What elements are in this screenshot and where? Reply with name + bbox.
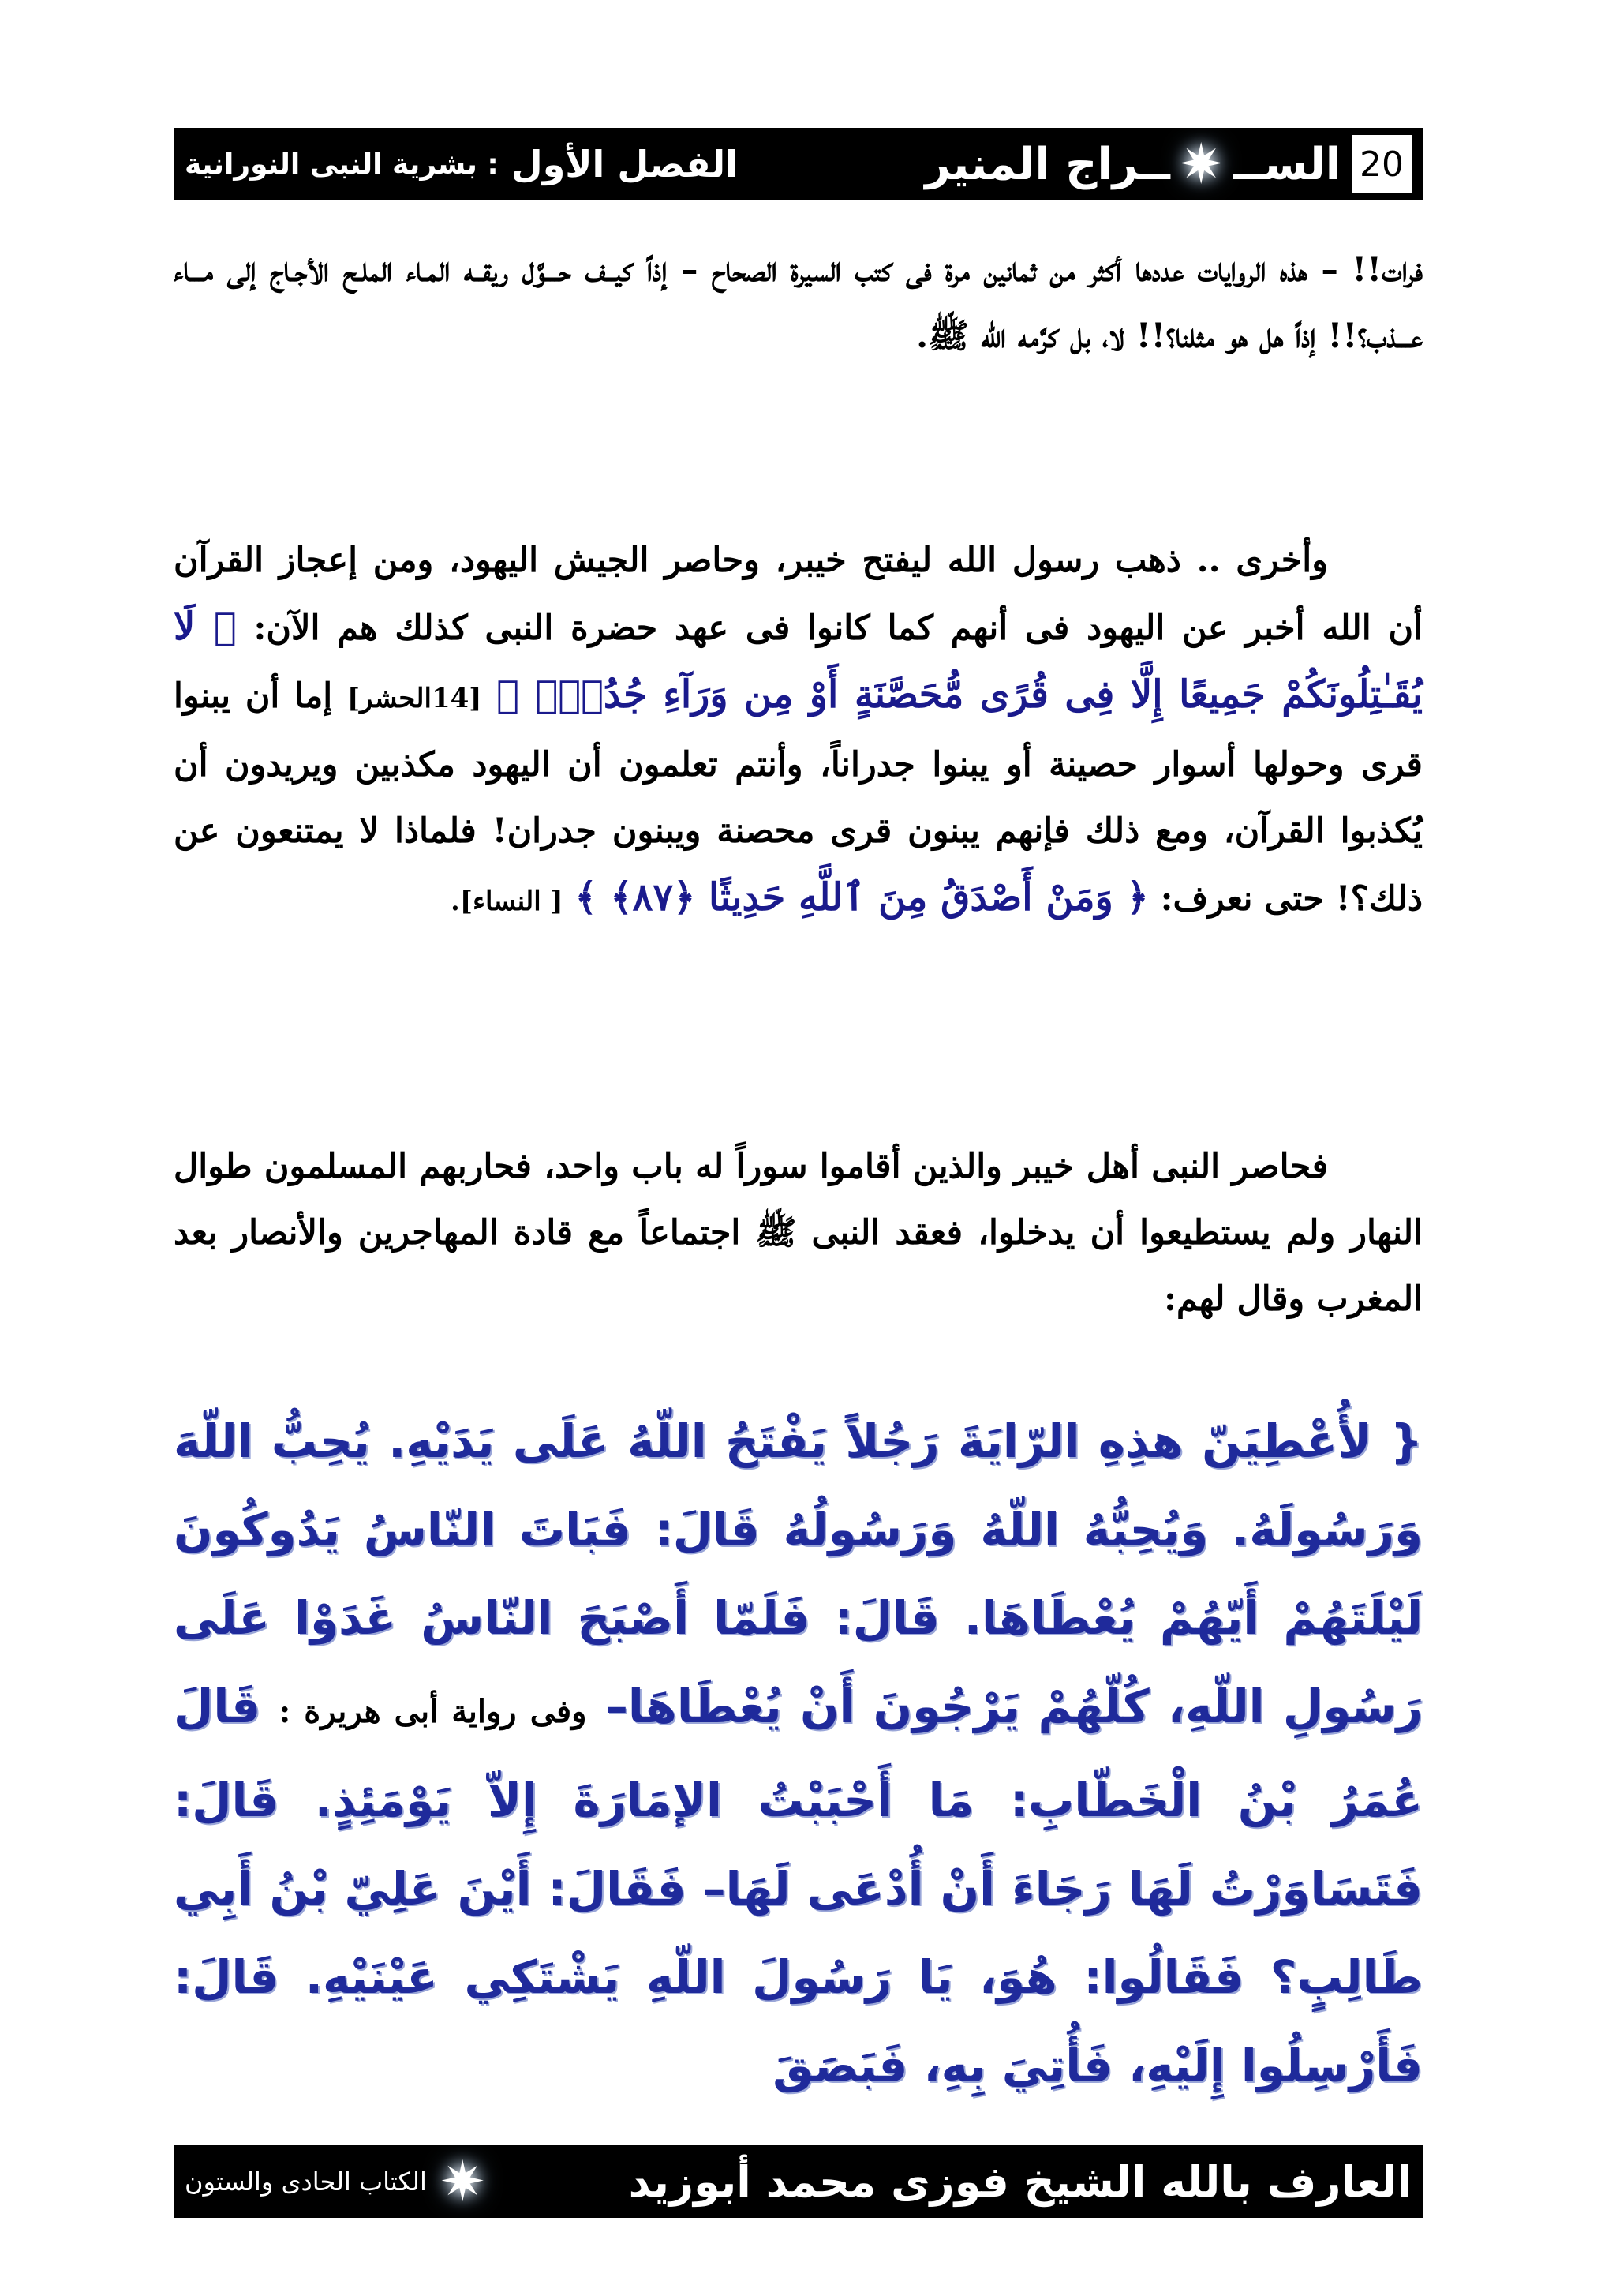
paragraph-2: [174, 527, 1423, 935]
hadith-part-1: { لأُعْطِيَنّ هذِهِ الرّايَةَ رَجُلاً يَفْتَحُ اللّهُ عَلَى يَدَيْهِ. يُحِبُّ اللّهَ وَرَسُولَهُ. وَيُحِبُّهُ اللّهُ وَرَسُولُهُ قَالَ: فَبَاتَ النّاسُ يَدُوكُونَ لَيْلَتَهُمْ أَيّهُمْ يُعْطَاهَا. قَالَ: فَلَمّا أَصْبَحَ النّاسُ غَدَوْا عَلَى رَسُولِ اللّهِ، كُلّهُمْ يَرْجُونَ أَنْ يُعْطَاهَا–: [174, 1414, 1423, 1733]
sparkle-icon: ✷: [439, 2149, 486, 2214]
paragraph-2-intro: وأخرى .. ذهب رسول الله ليفتح خيبر، وحاصر الجيش اليهود، ومن إعجاز القرآن أن الله أخبر عن اليهود فى أنهم كما كانوا فى عهد حضرة النبى كذلك هم الآن:: [174, 541, 1423, 648]
quran-verse-nisa: ﴿ وَمَنْ أَصْدَقُ مِنَ ٱللَّهِ حَدِيثًا ﴿٨٧﴾ ﴾: [574, 875, 1149, 920]
footer-book-title: الكتاب الحادى والستون: [185, 2167, 427, 2197]
page-number: 20: [1352, 135, 1412, 193]
paragraph-3: [174, 1133, 1423, 1332]
footer-author: العارف بالله الشيخ فوزى محمد أبوزيد: [628, 2156, 1412, 2207]
hadith-part-2: قَالَ عُمَرُ بْنُ الْخَطّابِ: مَا أَحْبَبْتُ الإمَارَةَ إِلاّ يَوْمَئِذٍ. قَالَ: فَتَسَاوَرْتُ لَهَا رَجَاءَ أَنْ أُدْعَى لَهَا– فَقَالَ: أَيْنَ عَلِيّ بْنُ أَبِي طَالِبٍ؟ فَقَالُوا: هُوَ، يَا رَسُولَ اللّهِ يَشْتَكِي عَيْنَيْهِ. قَالَ: فَأَرْسِلُوا إِلَيْهِ، فَأُتِيَ بِهِ، فَبَصَقَ: [174, 1680, 1423, 2092]
chapter-title: الفصل الأول: [511, 143, 738, 185]
book-title-part1: الســ: [1233, 138, 1341, 190]
paragraph-3-text: فحاصر النبى أهل خيبر والذين أقاموا سوراً له باب واحد، فحاربهم المسلمون طوال النهار ولم يستطيعوا أن يدخلوا، فعقد النبى ﷺ اجتماعاً مع قادة المهاجرين والأنصار بعد المغرب وقال لهم:: [174, 1147, 1423, 1319]
paragraph-2-body: إما أن يبنوا قرى وحولها أسوار حصينة أو يبنوا جدراناً، وأنتم تعلمون أن اليهود مكذبين ويريدون أن يُكذبوا القرآن، ومع ذلك فإنهم يبنون قرى محصنة ويبنون جدران! فلماذا لا يمتنعون عن ذلك؟! حتى نعرف:: [174, 676, 1423, 919]
header-bar: [174, 128, 1423, 200]
paragraph-2-text: [174, 527, 1423, 935]
paragraph-1-text: فرات!! – هذه الروايات عددها أكثر من ثمانين مرة فى كتب السيرة الصحاح – إذاً كيــف حـــوَّل ريقــه المـاء الملـح الأجـاج إلى مـــاء عـــذب؟!! إذاً هل هو مثلنا؟!! لا، بل كرَّمه الله ﷺ.: [174, 250, 1423, 356]
footer-right: [185, 2149, 486, 2214]
book-title: [925, 132, 1341, 197]
hadith-block: [174, 1397, 1423, 2110]
paragraph-1: [174, 237, 1423, 369]
verse-reference-hashr: [14الحشر]: [347, 683, 482, 714]
hadith-inline-note: وفى رواية أبى هريرة :: [279, 1693, 587, 1730]
footer-bar: [174, 2145, 1423, 2218]
quran-verse-hashr: ﴿ لَا يُقَـٰتِلُونَكُمْ جَمِيعًا إِلَّا فِى قُرًى مُّحَصَّنَةٍ أَوْ مِن وَرَآءِ جُدُرٍۭ ﴾: [174, 605, 1423, 717]
header-chapter: [185, 143, 738, 185]
book-title-part2: ــراج المنير: [925, 138, 1170, 190]
chapter-subtitle: : بشرية النبى النورانية: [185, 148, 499, 181]
header-right: [925, 132, 1412, 197]
verse-reference-nisa: [ النساء].: [451, 886, 563, 917]
sparkle-icon: ✷: [1177, 132, 1226, 197]
